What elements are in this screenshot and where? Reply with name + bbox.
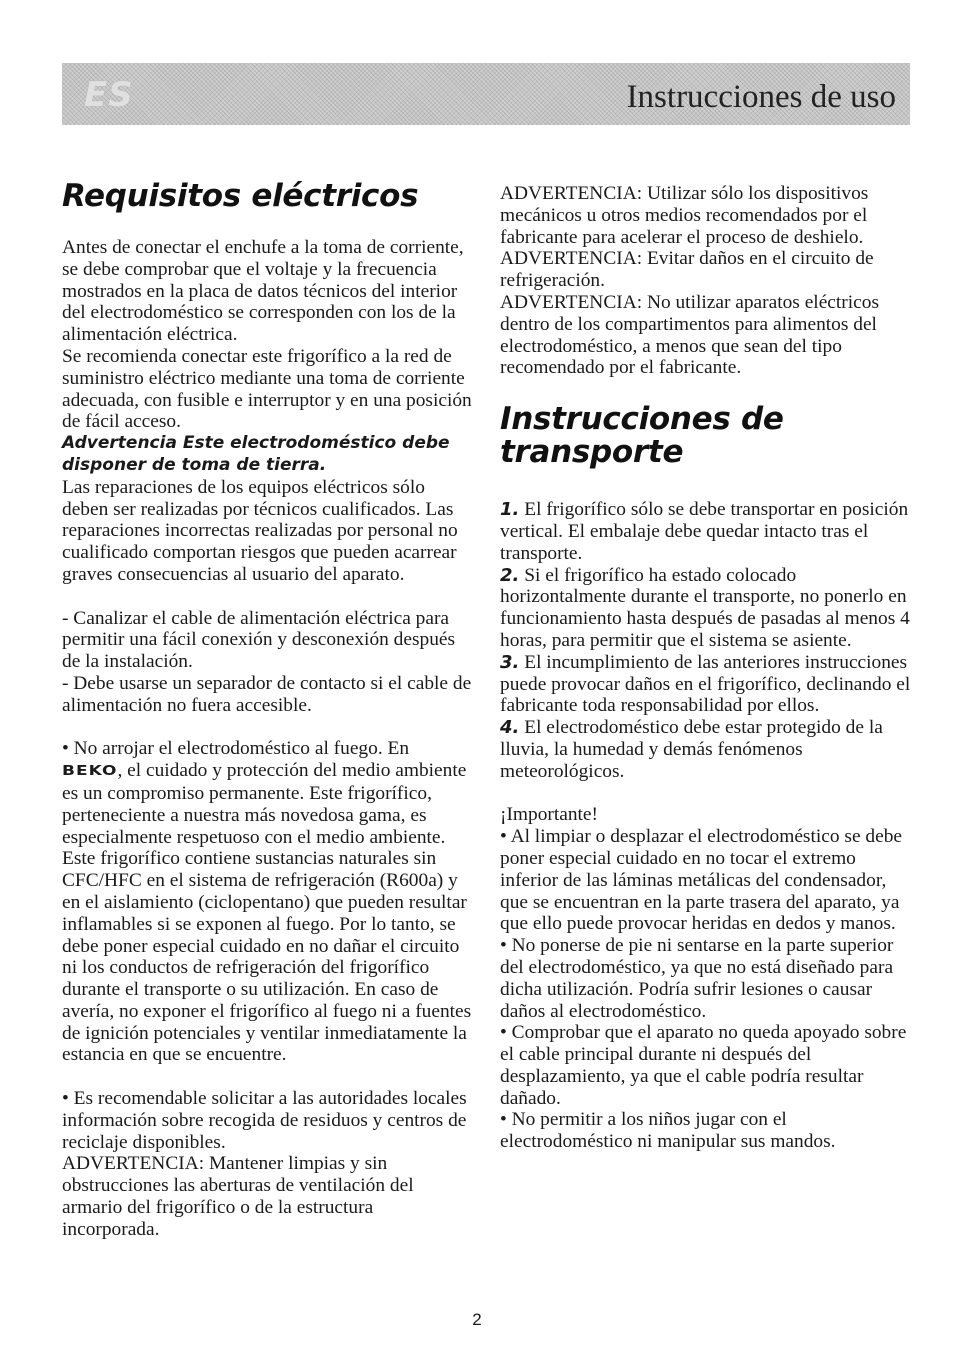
important-label: ¡Importante! (500, 804, 598, 826)
bullet-text: • No arrojar el electrodoméstico al fuego. En (62, 738, 410, 760)
step-item (500, 652, 912, 717)
bullet-item: • No ponerse de pie ni sentarse en la parte superior del electrodoméstico, ya que no está diseñado para dicha utilización. Podría sufrir lesiones o causar daños al electrodoméstico. (500, 935, 894, 1022)
step-text: El electrodoméstico debe estar protegido de la lluvia, la humedad y demás fenómenos meteorológicos. (500, 717, 883, 782)
bullet-item: • Comprobar que el aparato no queda apoyado sobre el cable principal durante ni después del desplazamiento, ya que el cable podría resultar dañado. (500, 1022, 907, 1109)
step-text: El incumplimiento de las anteriores instrucciones puede provocar daños en el frigorífico, declinando el fabricante toda responsabilidad por ellos. (500, 651, 911, 717)
section-heading-transport: Instrucciones de transporte (500, 401, 784, 471)
earth-warning: Advertencia Este electrodoméstico debe disponer de toma de tierra. (62, 433, 450, 475)
bullet-item (62, 738, 474, 1066)
step-item (500, 499, 912, 564)
step-number: 1. (500, 499, 520, 521)
step-text: Si el frigorífico ha estado colocado horizontalmente durante el transporte, no ponerlo en funcionamiento hasta después de pasadas al menos 4 horas, para permitir que el sistema se asiente. (500, 564, 910, 651)
bullet-item: • Al limpiar o desplazar el electrodoméstico se debe poner especial cuidado en no tocar el extremo inferior de las láminas metálicas del condensador, que se encuentran en la parte trasera del aparato, ya que ello puede provocar heridas en dedos y manos. (500, 826, 902, 935)
advertencia: ADVERTENCIA: Evitar daños en el circuito de refrigeración. (500, 248, 874, 292)
header-title: Instrucciones de uso (626, 79, 896, 115)
advertencia: ADVERTENCIA: Utilizar sólo los dispositivos mecánicos u otros medios recomendados por el fabricante para acelerar el proceso de deshielo. (500, 183, 869, 248)
paragraph: Las reparaciones de los equipos eléctricos sólo deben ser realizadas por técnicos cualificados. Las reparaciones incorrectas realizadas por personal no cualificado comportan riesgos que pueden acarrear graves consecuencias al usuario del aparato. (62, 476, 458, 585)
step-number: 4. (500, 717, 520, 739)
step-item (500, 565, 912, 652)
advertencia: ADVERTENCIA: No utilizar aparatos eléctricos dentro de los compartimentos para alimentos del electrodoméstico, a menos que sean del tipo recomendado por el fabricante. (500, 291, 879, 379)
page-number: 2 (472, 1310, 482, 1329)
step-number: 3. (500, 651, 520, 673)
language-label: ES (84, 75, 134, 115)
beko-logo: BEKO (62, 763, 118, 780)
paragraph: Se recomienda conectar este frigorífico a la red de suministro eléctrico mediante una toma de corriente adecuada, con fusible e interruptor y en una posición de fácil acceso. (62, 345, 472, 433)
step-item (500, 717, 912, 782)
bullet-item: • No permitir a los niños jugar con el electrodoméstico ni manipular sus mandos. (500, 1109, 836, 1153)
dash-item: - Debe usarse un separador de contacto si el cable de alimentación no fuera accesible. (62, 672, 472, 716)
dash-item: - Canalizar el cable de alimentación eléctrica para permitir una fácil conexión y desconexión después de la instalación. (62, 607, 456, 673)
bullet-text: , el cuidado y protección del medio ambiente es un compromiso permanente. Este frigorífico, perteneciente a nuestra más novedosa gama, es especialmente respetuoso con el medio ambiente. Este frigorífico contiene sustancias naturales sin CFC/HFC en el sistema de refrigeración (R600a) y en el aislamiento (ciclopentano) que pueden resultar inflamables si se exponen al fuego. Por lo tanto, se debe poner especial cuidado en no dañar el circuito ni los conductos de refrigeración del frigorífico durante el transporte o su utilización. En caso de avería, no exponer el frigorífico al fuego ni a fuentes de ignición potenciales y ventilar inmediatamente la estancia en que se encuentre. (62, 760, 472, 1066)
paragraph: Antes de conectar el enchufe a la toma de corriente, se debe comprobar que el voltaje y la frecuencia mostrados en la placa de datos técnicos del interior del electrodoméstico se corresponden con los de la alimentación eléctrica. (62, 237, 464, 346)
right-column (500, 183, 912, 1153)
step-text: El frigorífico sólo se debe transportar en posición vertical. El embalaje debe quedar intacto tras el transporte. (500, 499, 909, 564)
step-number: 2. (500, 564, 520, 586)
section-heading-electrical: Requisitos eléctricos (62, 178, 419, 214)
header-banner (62, 63, 910, 125)
bullet-item: • Es recomendable solicitar a las autoridades locales información sobre recogida de residuos y centros de reciclaje disponibles. (62, 1088, 467, 1153)
left-column (62, 180, 474, 1241)
advertencia: ADVERTENCIA: Mantener limpias y sin obstrucciones las aberturas de ventilación del armario del frigorífico o de la estructura incorporada. (62, 1153, 414, 1240)
